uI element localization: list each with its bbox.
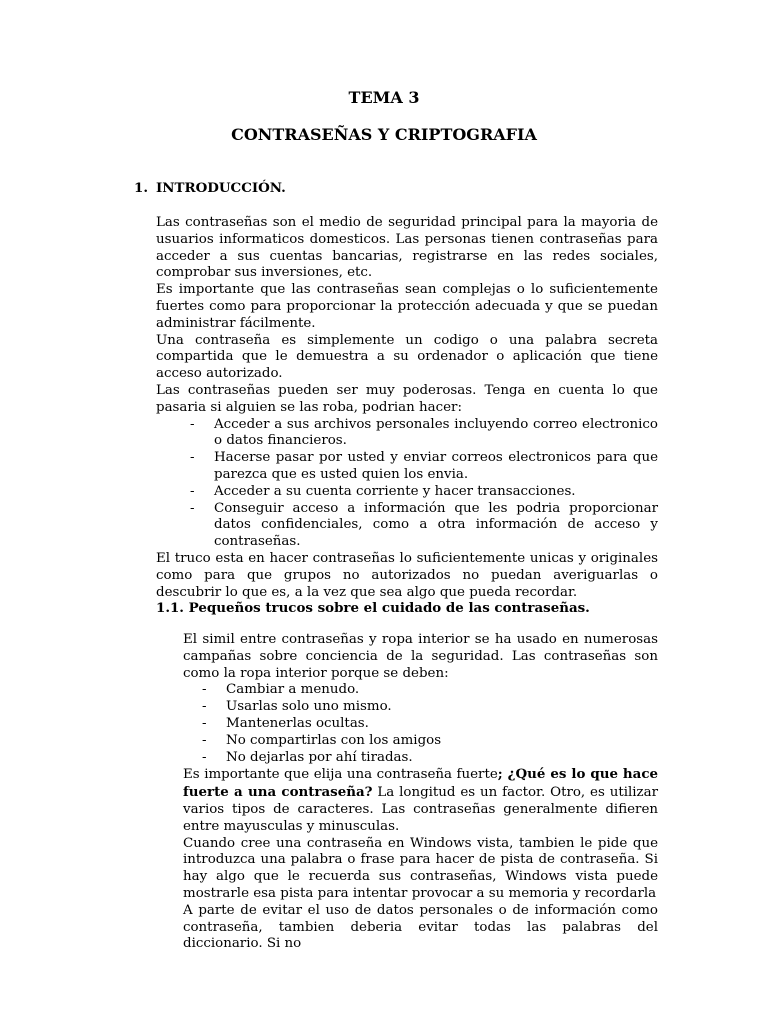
subsection-body: [183, 632, 658, 953]
paragraph-strong-password: [183, 766, 658, 835]
document-title: CONTRASEÑAS Y CRIPTOGRAFIA: [231, 125, 537, 144]
tema-label: TEMA 3: [348, 88, 420, 107]
list-item: - Hacerse pasar por usted y enviar correos electronicos para que parezca que es usted quien los envia.: [156, 450, 658, 484]
paragraph: Cuando cree una contraseña en Windows vista, tambien le pide que introduzca una palabra o frase para hacer de pista de contraseña. Si hay algo que le recuerda sus contraseñas, Windows vista puede mostrarle esa pista para intentar provocar a su memoria y recordarla: [183, 835, 658, 901]
list-item: - Acceder a sus archivos personales incluyendo correo electronico o datos financieros.: [156, 417, 658, 451]
text-run: La longitud es un factor. Otro, es utilizar varios tipos de caracteres. Las contraseñas generalmente difieren entre mayusculas y minusculas.: [183, 785, 659, 834]
list-item: - Usarlas solo uno mismo.: [183, 699, 658, 716]
risks-list: [156, 417, 658, 551]
paragraph: El simil entre contraseñas y ropa interior se ha usado en numerosas campañas sobre conciencia de la seguridad. Las contraseñas son como la ropa interior porque se deben:: [183, 632, 658, 681]
section-number: 1.: [134, 180, 148, 196]
bold-question: ; ¿Qué es lo que hace fuerte a una contraseña?: [183, 766, 658, 801]
paragraph: Es importante que las contraseñas sean complejas o lo suficientemente fuertes como para proporcionar la protección adecuada y que se puedan administrar fácilmente.: [156, 282, 658, 331]
tips-list: [183, 682, 658, 766]
paragraph: Las contraseñas pueden ser muy poderosas. Tenga en cuenta lo que pasaria si alguien se las roba, podrian hacer:: [156, 382, 658, 415]
subsection-heading: 1.1. Pequeños trucos sobre el cuidado de las contraseñas.: [156, 600, 590, 616]
text-run: Es importante que elija una contraseña fuerte: [183, 767, 498, 783]
section-heading-text: INTRODUCCIÓN.: [156, 180, 286, 196]
list-item: - Mantenerlas ocultas.: [183, 716, 658, 733]
paragraph: Las contraseñas son el medio de seguridad principal para la mayoria de usuarios informaticos domesticos. Las personas tienen contraseñas para acceder a sus cuentas bancarias, registrarse en las redes sociales, comprobar sus inversiones, etc.: [156, 215, 658, 281]
paragraph: Una contraseña es simplemente un codigo o una palabra secreta compartida que le demuestra a su ordenador o aplicación que tiene acceso autorizado.: [156, 332, 658, 382]
paragraph: El truco esta en hacer contraseñas lo suficientemente unicas y originales como para que grupos no autorizados no puedan averiguarlas o descubrir lo que es, a la vez que sea algo que pueda recordar.: [156, 550, 658, 600]
list-item: - No compartirlas con los amigos: [183, 733, 658, 750]
section-heading-introduccion: [134, 180, 286, 197]
list-item: - Cambiar a menudo.: [183, 682, 658, 699]
introduccion-body: [156, 215, 658, 601]
list-item: - No dejarlas por ahí tiradas.: [183, 750, 658, 767]
list-item: - Acceder a su cuenta corriente y hacer transacciones.: [156, 484, 658, 501]
list-item: - Conseguir acceso a información que les podria proporcionar datos confidenciales, como a otra información de acceso y contraseñas.: [156, 501, 658, 551]
paragraph: A parte de evitar el uso de datos personales o de información como contraseña, tambien deberia evitar todas las palabras del diccionario. Si no: [183, 902, 658, 952]
